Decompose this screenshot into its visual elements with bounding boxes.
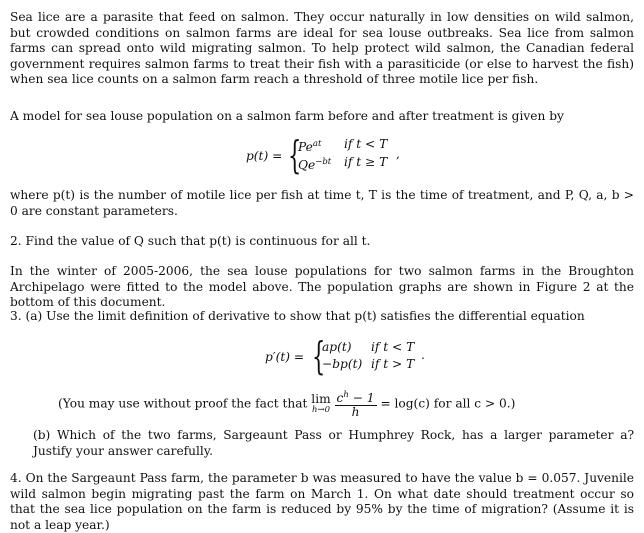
- eq1-case2: $Qe^{-bt}$: [298, 157, 332, 172]
- eq1-case1: $Pe^{at}$: [298, 139, 322, 154]
- hint-limit: lim h→0: [311, 392, 331, 415]
- eq2-case2: −bp(t): [322, 357, 363, 371]
- eq2-case1-cond: if t < T: [371, 340, 415, 354]
- hint-pre: (You may use without proof the fact that: [58, 396, 308, 411]
- question-4: 4. On the Sargeaunt Pass farm, the parameter b was measured to have the value b = 0.057. Juvenile wild salmon begin migrating past the farm on March 1. On what date should treatment occur so that the sea lice population on the farm is reduced by 95% by the time of migration? (Assume it is not a leap year.): [10, 471, 634, 532]
- eq2-trail: .: [421, 348, 425, 362]
- where-paragraph: where p(t) is the number of motile lice per fish at time t, T is the time of treatment, and P, Q, a, b > 0 are constant parameters.: [10, 188, 634, 218]
- hint-fraction: $\frac{c^h - 1}{h}$: [336, 390, 375, 419]
- eq2-lhs: p′(t) =: [265, 350, 305, 364]
- model-equation: [0, 135, 644, 177]
- eq1-case1-cond: if t < T: [344, 137, 388, 151]
- eq2-case1: ap(t): [322, 340, 352, 354]
- intro-paragraph: Sea lice are a parasite that feed on salmon. They occur naturally in low densities on wild salmon, but crowded conditions on salmon farms are ideal for sea louse outbreaks. Sea lice from salmon farms can spread onto wild migrating salmon. To help protect wild salmon, the Canadian federal government requires salmon farms to treat their fish with a parasiticide (or else to harvest the fish) when sea lice counts on a salmon farm reach a threshold of three motile lice per fish.: [10, 10, 634, 86]
- hint-post: = log(c) for all c > 0.): [380, 396, 516, 411]
- question-2: 2. Find the value of Q such that p(t) is continuous for all t.: [10, 234, 371, 248]
- question-3a: 3. (a) Use the limit definition of derivative to show that p(t) satisfies the differential equation: [10, 309, 585, 323]
- eq1-brace: {: [288, 133, 302, 177]
- question-3b: (b) Which of the two farms, Sargeaunt Pass or Humphrey Rock, has a larger parameter a? Justify your answer carefully.: [33, 428, 634, 458]
- eq1-case2-cond: if t ≥ T: [344, 155, 388, 169]
- hint-line: [58, 389, 515, 419]
- eq1-lhs: p(t) =: [246, 149, 283, 163]
- eq2-case2-cond: if t > T: [371, 357, 415, 371]
- model-intro: A model for sea louse population on a salmon farm before and after treatment is given by: [10, 109, 564, 123]
- eq2-brace: {: [312, 334, 326, 378]
- eq1-trail: ,: [396, 147, 400, 161]
- winter-paragraph: In the winter of 2005-2006, the sea louse populations for two salmon farms in the Broughton Archipelago were fitted to the model above. The population graphs are shown in Figure 2 at the bottom of this document.: [10, 264, 634, 309]
- derivative-equation: [0, 336, 644, 378]
